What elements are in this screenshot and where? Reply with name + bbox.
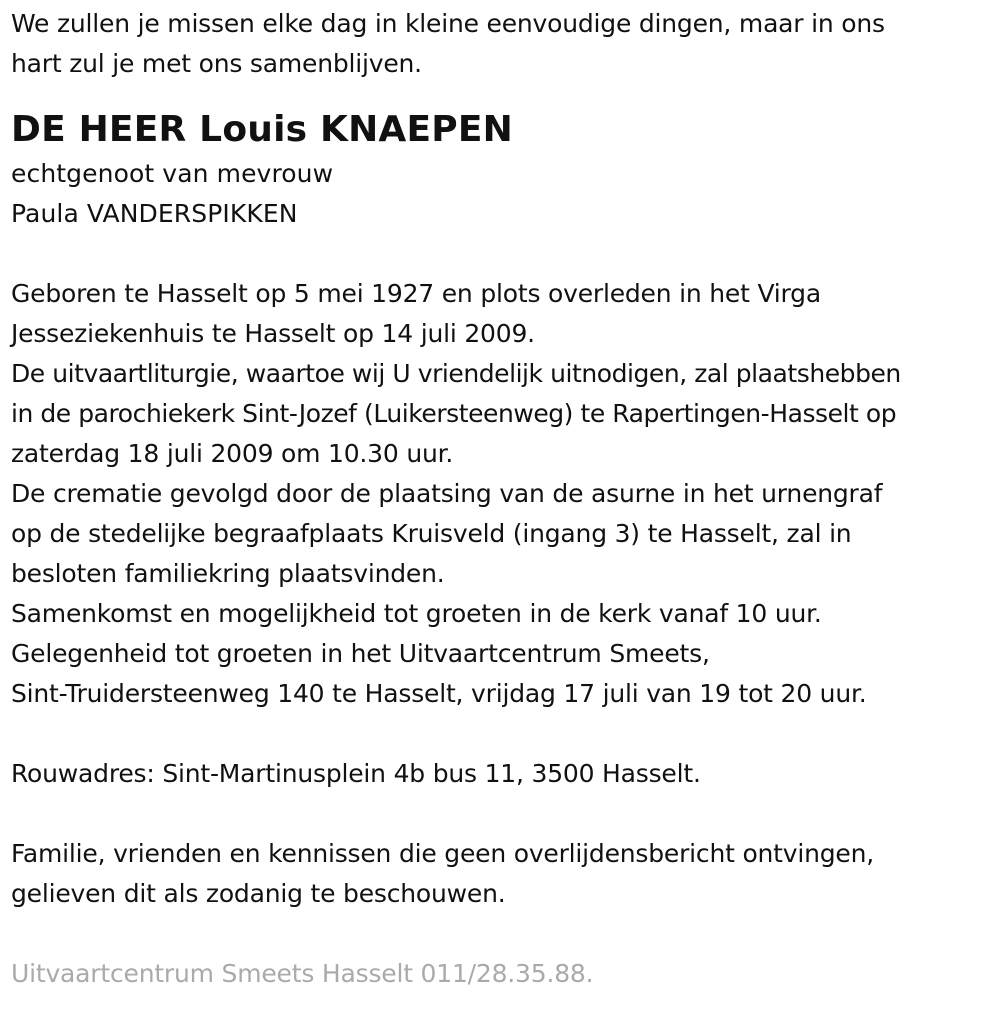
detail-line: Jesseziekenhuis te Hasselt op 14 juli 2009. <box>11 319 535 348</box>
detail-line: Gelegenheid tot groeten in het Uitvaartcentrum Smeets, <box>11 639 710 668</box>
mourning-address: Rouwadres: Sint-Martinusplein 4b bus 11, 3500 Hasselt. <box>11 759 701 788</box>
detail-line: in de parochiekerk Sint-Jozef (Luikersteenweg) te Rapertingen-Hasselt op <box>11 399 897 428</box>
detail-line: Samenkomst en mogelijkheid tot groeten in de kerk vanaf 10 uur. <box>11 599 822 628</box>
detail-line: op de stedelijke begraafplaats Kruisveld (ingang 3) te Hasselt, zal in <box>11 519 852 548</box>
spouse-line: Paula VANDERSPIKKEN <box>11 199 298 228</box>
spouse-info <box>11 154 996 234</box>
detail-line: Sint-Truidersteenweg 140 te Hasselt, vrijdag 17 juli van 19 tot 20 uur. <box>11 679 867 708</box>
spacer <box>11 714 996 754</box>
notice-paragraph <box>11 834 996 914</box>
detail-line: De crematie gevolgd door de plaatsing van de asurne in het urnengraf <box>11 479 883 508</box>
spacer <box>11 234 996 274</box>
obituary-document <box>11 4 996 994</box>
spacer <box>11 914 996 954</box>
detail-line: zaterdag 18 juli 2009 om 10.30 uur. <box>11 439 454 468</box>
spacer <box>11 794 996 834</box>
notice-line: gelieven dit als zodanig te beschouwen. <box>11 879 506 908</box>
funeral-home-footer: Uitvaartcentrum Smeets Hasselt 011/28.35.88. <box>11 959 594 988</box>
intro-line: We zullen je missen elke dag in kleine eenvoudige dingen, maar in ons <box>11 9 885 38</box>
details-paragraph <box>11 274 996 714</box>
detail-line: besloten familiekring plaatsvinden. <box>11 559 445 588</box>
deceased-name: DE HEER Louis KNAEPEN <box>11 109 513 150</box>
notice-line: Familie, vrienden en kennissen die geen overlijdensbericht ontvingen, <box>11 839 875 868</box>
detail-line: Geboren te Hasselt op 5 mei 1927 en plots overleden in het Virga <box>11 279 821 308</box>
spouse-line: echtgenoot van mevrouw <box>11 159 334 188</box>
intro-quote <box>11 4 996 84</box>
detail-line: De uitvaartliturgie, waartoe wij U vriendelijk uitnodigen, zal plaatshebben <box>11 359 901 388</box>
deceased-heading <box>11 108 996 152</box>
intro-line: hart zul je met ons samenblijven. <box>11 49 422 78</box>
